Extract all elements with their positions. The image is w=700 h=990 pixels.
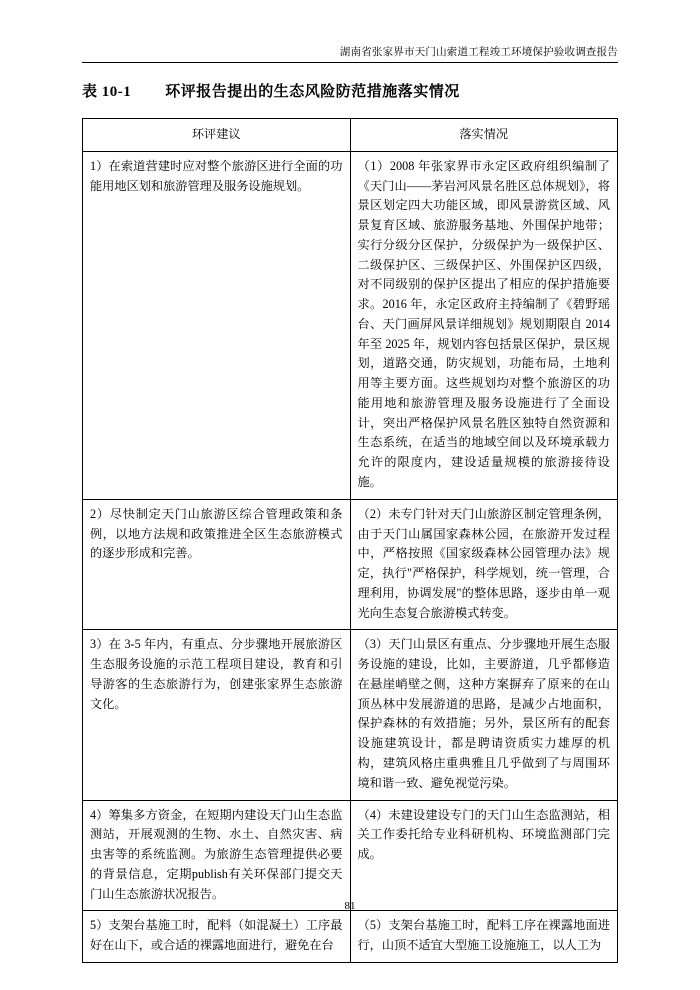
column-header-implementation: 落实情况 <box>350 119 618 152</box>
table-caption: 环评报告提出的生态风险防范措施落实情况 <box>165 84 460 100</box>
cell-implementation: （4）未建设建设专门的天门山生态监测站，相关工作委托给专业科研机构、环境监测部门完成。 <box>350 800 618 911</box>
eco-risk-measures-table <box>82 118 618 963</box>
table-header-row <box>83 119 618 152</box>
header-divider <box>82 62 618 63</box>
cell-implementation: （3）天门山景区有重点、分步骤地开展生态服务设施的建设，比如，主要游道，几乎都修造在悬崖峭壁之侧，这种方案摒弃了原来的在山顶丛林中发展游道的思路，是减少占地面积，保护森林的有效措施；另外，景区所有的配套设施建筑设计，都是聘请资质实力雄厚的机构，建筑风格庄重典雅且几乎做到了与周围环境和谐一致、避免视觉污染。 <box>350 630 618 800</box>
table-row <box>83 630 618 800</box>
cell-suggestion: 5）支架台基施工时，配料（如混凝土）工序最好在山下，或合适的裸露地面进行，避免在台 <box>83 911 351 963</box>
table-title <box>82 80 618 101</box>
table-row <box>83 911 618 963</box>
cell-suggestion: 3）在 3-5 年内，有重点、分步骤地开展旅游区生态服务设施的示范工程项目建设，教育和引导游客的生态旅游行为，创建张家界生态旅游文化。 <box>83 630 351 800</box>
cell-suggestion: 1）在索道营建时应对整个旅游区进行全面的功能用地区划和旅游管理及服务设施规划。 <box>83 151 351 499</box>
running-header: 湖南省张家界市天门山索道工程竣工环境保护验收调查报告 <box>339 47 618 58</box>
cell-suggestion: 2）尽快制定天门山旅游区综合管理政策和条例，以地方法规和政策推进全区生态旅游模式的逐步形成和完善。 <box>83 499 351 630</box>
cell-implementation: （2）未专门针对天门山旅游区制定管理条例，由于天门山属国家森林公园，在旅游开发过程中，严格按照《国家级森林公园管理办法》规定，执行"严格保护，科学规划，统一管理，合理利用，协调发展"的整体思路，逐步由单一观光向生态复合旅游模式转变。 <box>350 499 618 630</box>
table-row <box>83 800 618 911</box>
table-row <box>83 151 618 499</box>
page-number: 81 <box>344 900 356 912</box>
table-row <box>83 499 618 630</box>
column-header-suggestion: 环评建议 <box>83 119 351 152</box>
cell-implementation: （1）2008 年张家界市永定区政府组织编制了《天门山——茅岩河风景名胜区总体规划》，将景区划定四大功能区域，即风景游赏区域、风景复育区域、旅游服务基地、外围保护地带；实行分级分区保护，分级保护为一级保护区、二级保护区、三级保护区、外围保护区四级，对不同级别的保护区提出了相应的保护措施要求。2016 年，永定区政府主持编制了《碧野瑶台、天门画屏风景详细规划》规划期限自 2014 年至 2025 年，规划内容包括景区保护，景区规划，道路交通，防灾规划，功能布局，土地利用等主要方面。这些规划均对整个旅游区的功能用地和旅游管理及服务设施进行了全面设计，突出严格保护风景名胜区独特自然资源和生态系统，在适当的地域空间以及环境承载力允许的限度内，建设适量规模的旅游接待设施。 <box>350 151 618 499</box>
cell-implementation: （5）支架台基施工时，配料工序在裸露地面进行，山顶不适宜大型施工设施施工，以人工为 <box>350 911 618 963</box>
cell-suggestion: 4）筹集多方资金，在短期内建设天门山生态监测站，开展观测的生物、水土、自然灾害、病虫害等的系统监测。为旅游生态管理提供必要的背景信息，定期publish有关环保部门提交天门山生态旅游状况报告。 <box>83 800 351 911</box>
table-number: 表 10-1 <box>82 84 132 100</box>
